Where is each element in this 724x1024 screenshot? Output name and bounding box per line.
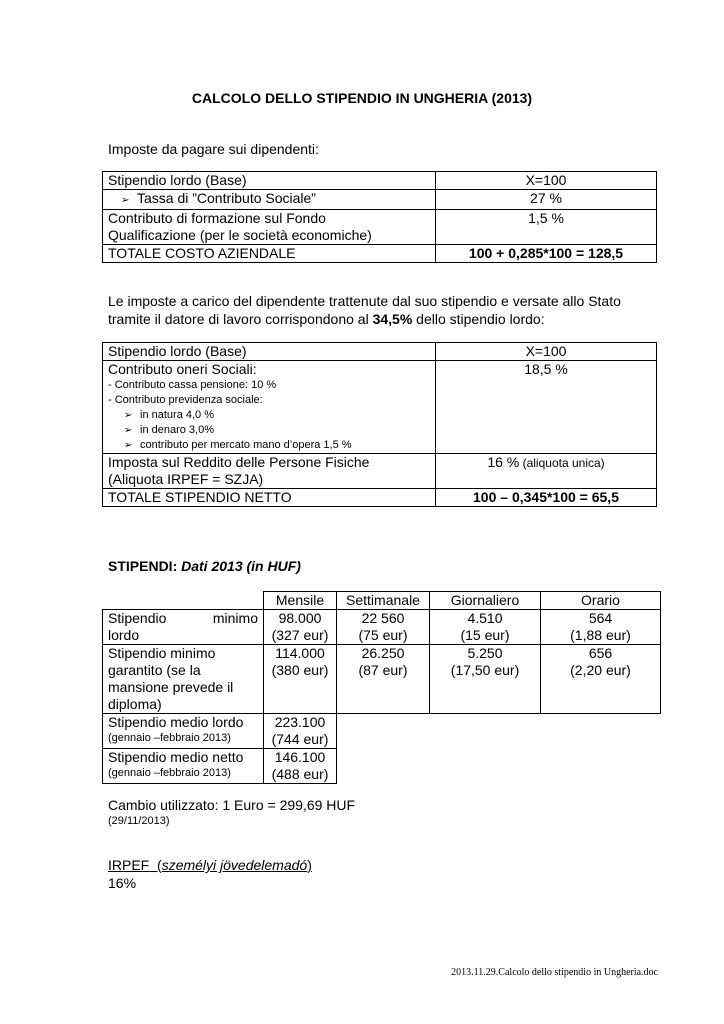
- table-row: [103, 245, 657, 263]
- row-label: Contributo oneri Sociali:: [108, 361, 257, 377]
- row-value: X=100: [436, 172, 657, 190]
- table-row: [103, 343, 657, 361]
- arrow-bullet-icon: ➢: [124, 440, 133, 451]
- table-row: Stipendio medio lordo (gennaio –febbraio 2013) 223.100 (744 eur): [103, 714, 661, 749]
- column-header: Orario: [541, 592, 661, 610]
- table-row: [103, 592, 661, 610]
- salaries-table: [102, 591, 661, 784]
- table-row: Stipendio medio netto (gennaio –febbraio 2013) 146.100 (488 eur): [103, 749, 661, 784]
- column-header: Settimanale: [337, 592, 430, 610]
- row-label: Tassa di ”Contributo Sociale”: [137, 190, 316, 206]
- section1-intro: Imposte da pagare sui dipendenti:: [108, 141, 319, 157]
- row-value: 1,5 %: [436, 210, 657, 245]
- table-row: Stipendio minimo lordo 98.000 (327 eur) 22 560 (75 eur) 4.510 (15 eur) 564 (1,88 eur): [103, 610, 661, 645]
- row-label: Contributo di formazione sul Fondo: [108, 210, 326, 226]
- row-value: 18,5 %: [436, 361, 657, 454]
- table-row: Imposta sul Reddito delle Persone Fisiche (Aliquota IRPEF = SZJA) 16 % (aliquota unica): [103, 454, 657, 489]
- table-row: [103, 190, 657, 210]
- table-row: [103, 489, 657, 507]
- row-value: 100 + 0,285*100 = 128,5: [436, 245, 657, 263]
- row-label: TOTALE STIPENDIO NETTO: [103, 489, 436, 507]
- row-label: Qualificazione (per le società economiche): [108, 227, 372, 243]
- table-row: Contributo oneri Sociali: - Contributo cassa pensione: 10 % - Contributo previdenza sociale: ➢ in natura 4,0 % ➢ in denaro 3,0% ➢ contributo per mercato mano d’opera 1,5 % 18,5 %: [103, 361, 657, 454]
- column-header: Giornaliero: [430, 592, 541, 610]
- row-value: 100 – 0,345*100 = 65,5: [436, 489, 657, 507]
- row-label: Stipendio lordo (Base): [103, 343, 436, 361]
- company-cost-table: [102, 171, 657, 263]
- section2-intro: Le imposte a carico del dipendente trattenute dal suo stipendio e versate allo Stato tramite il datore di lavoro corrispondono al 34,5% dello stipendio lordo:: [108, 293, 621, 327]
- table-row: [103, 172, 657, 190]
- row-label: TOTALE COSTO AZIENDALE: [103, 245, 436, 263]
- footer-filename: 2013.11.29.Calcolo dello stipendio in Ungheria.doc: [451, 967, 658, 978]
- arrow-bullet-icon: ➢: [121, 195, 130, 206]
- row-label: Stipendio lordo (Base): [103, 172, 436, 190]
- table-row: Stipendio minimo garantito (se la mansione prevede il diploma) 114.000 (380 eur) 26.250 (87 eur) 5.250 (17,50 eur) 656 (2,20 eur): [103, 645, 661, 714]
- page-title: CALCOLO DELLO STIPENDIO IN UNGHERIA (2013): [191, 90, 533, 106]
- arrow-bullet-icon: ➢: [124, 410, 133, 421]
- irpef-note: IRPEF (személyi jövedelemadó) 16%: [108, 857, 312, 891]
- employee-deductions-table: [102, 342, 657, 507]
- exchange-rate: Cambio utilizzato: 1 Euro = 299,69 HUF (29/11/2013): [108, 797, 356, 827]
- column-header: Mensile: [264, 592, 337, 610]
- salaries-heading: STIPENDI: Dati 2013 (in HUF): [108, 558, 301, 574]
- row-value: X=100: [436, 343, 657, 361]
- arrow-bullet-icon: ➢: [124, 425, 133, 436]
- table-row: [103, 210, 657, 245]
- row-value: 27 %: [436, 190, 657, 210]
